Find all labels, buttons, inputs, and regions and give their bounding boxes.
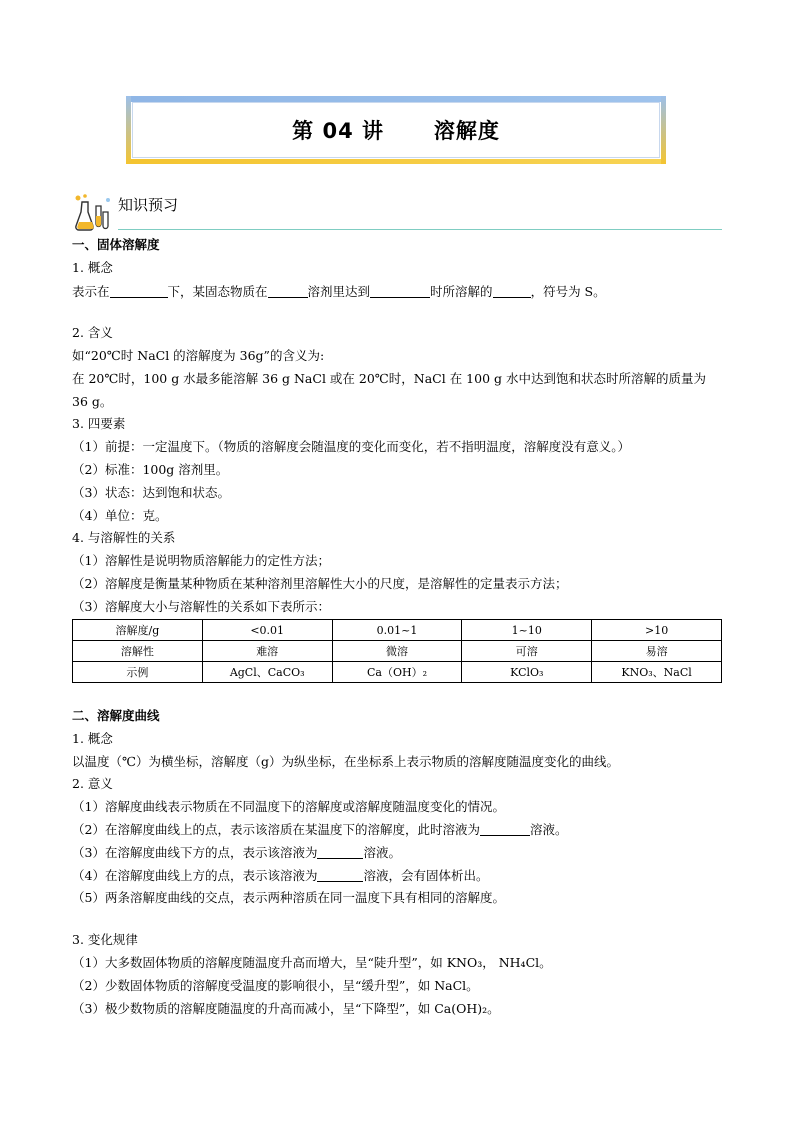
part2-rule-1: （1）大多数固体物质的溶解度随温度升高而增大，呈“陡升型”，如 KNO₃， NH₄Cl。 [72, 955, 552, 970]
part1-meaning-1: 如“20℃时 NaCl 的溶解度为 36g”的含义为: [72, 348, 325, 363]
table-cell: 示例 [73, 662, 203, 683]
table-row [73, 641, 722, 662]
part2-meaning-3: （3）在溶解度曲线下方的点，表示该溶液为 溶液。 [72, 845, 401, 860]
part2-meaning-5: （5）两条溶解度曲线的交点，表示两种溶质在同一温度下具有相同的溶解度。 [72, 890, 505, 905]
part2-concept: 以温度（℃）为横坐标，溶解度（g）为纵坐标，在坐标系上表示物质的溶解度随温度变化的曲线。 [72, 754, 619, 769]
table-cell: 1~10 [462, 620, 592, 641]
table-cell: >10 [592, 620, 722, 641]
part1-element-2: （2）标准：100g 溶剂里。 [72, 462, 229, 477]
title-banner [126, 96, 666, 164]
section-divider [118, 229, 722, 230]
table-cell: 溶解度/g [73, 620, 203, 641]
solubility-table [72, 619, 722, 683]
part1-meaning-title: 2. 含义 [72, 325, 113, 340]
fill-blank [317, 846, 363, 859]
page-title: 第 04 讲 溶解度 [292, 119, 500, 143]
part1-relation-title: 4. 与溶解性的关系 [72, 530, 176, 545]
table-row [73, 662, 722, 683]
section-label: 知识预习 [118, 196, 179, 214]
section-header [72, 188, 722, 232]
table-cell: AgCl、CaCO₃ [202, 662, 332, 683]
part2-concept-title: 1. 概念 [72, 731, 113, 746]
table-cell: 0.01~1 [332, 620, 462, 641]
part1-concept-line: 表示在 下，某固态物质在 溶剂里达到 时所溶解的 ，符号为 S。 [72, 284, 606, 299]
table-row [73, 620, 722, 641]
part2-meaning-1: （1）溶解度曲线表示物质在不同温度下的溶解度或溶解度随温度变化的情况。 [72, 799, 505, 814]
table-cell: 微溶 [332, 641, 462, 662]
table-cell: KNO₃、NaCl [592, 662, 722, 683]
part1-relation-3: （3）溶解度大小与溶解性的关系如下表所示： [72, 599, 330, 614]
part1-element-3: （3）状态：达到饱和状态。 [72, 485, 230, 500]
part1-element-4: （4）单位：克。 [72, 508, 168, 523]
fill-blank [493, 285, 531, 298]
fill-blank [370, 285, 430, 298]
table-cell: 难溶 [202, 641, 332, 662]
part1-concept-title: 1. 概念 [72, 260, 113, 275]
part2-rule-title: 3. 变化规律 [72, 932, 138, 947]
fill-blank [268, 285, 308, 298]
part1-element-1: （1）前提：一定温度下。（物质的溶解度会随温度的变化而变化，若不指明温度，溶解度没有意义。） [72, 439, 630, 454]
table-cell: KClO₃ [462, 662, 592, 683]
part2-rule-2: （2）少数固体物质的溶解度受温度的影响很小，呈“缓升型”，如 NaCl。 [72, 978, 479, 993]
part1-relation-1: （1）溶解性是说明物质溶解能力的定性方法； [72, 553, 330, 568]
part2-heading: 二、溶解度曲线 [72, 708, 160, 723]
part2-meaning-2: （2）在溶解度曲线上的点，表示该溶质在某温度下的溶解度，此时溶液为 溶液。 [72, 822, 568, 837]
fill-blank [110, 285, 168, 298]
part2-meaning-title: 2. 意义 [72, 776, 113, 791]
part1-meaning-3: 36 g。 [72, 394, 113, 409]
part2-rule-3: （3）极少数物质的溶解度随温度的升高而减小，呈“下降型”，如 Ca(OH)₂。 [72, 1001, 500, 1016]
part1-meaning-2: 在 20℃时，100 g 水最多能溶解 36 g NaCl 或在 20℃时，NaCl 在 100 g 水中达到饱和状态时所溶解的质量为 [72, 371, 706, 386]
table-cell: 易溶 [592, 641, 722, 662]
table-cell: <0.01 [202, 620, 332, 641]
table-cell: Ca（OH）₂ [332, 662, 462, 683]
part2-meaning-4: （4）在溶解度曲线上方的点，表示该溶液为 溶液，会有固体析出。 [72, 868, 489, 883]
part1-relation-2: （2）溶解度是衡量某种物质在某种溶剂里溶解性大小的尺度，是溶解性的定量表示方法； [72, 576, 568, 591]
table-cell: 可溶 [462, 641, 592, 662]
part1-heading: 一、固体溶解度 [72, 237, 160, 252]
fill-blank [317, 869, 363, 882]
table-cell: 溶解性 [73, 641, 203, 662]
chemistry-flask-icon [72, 192, 112, 232]
part1-elements-title: 3. 四要素 [72, 416, 126, 431]
fill-blank [480, 823, 530, 836]
